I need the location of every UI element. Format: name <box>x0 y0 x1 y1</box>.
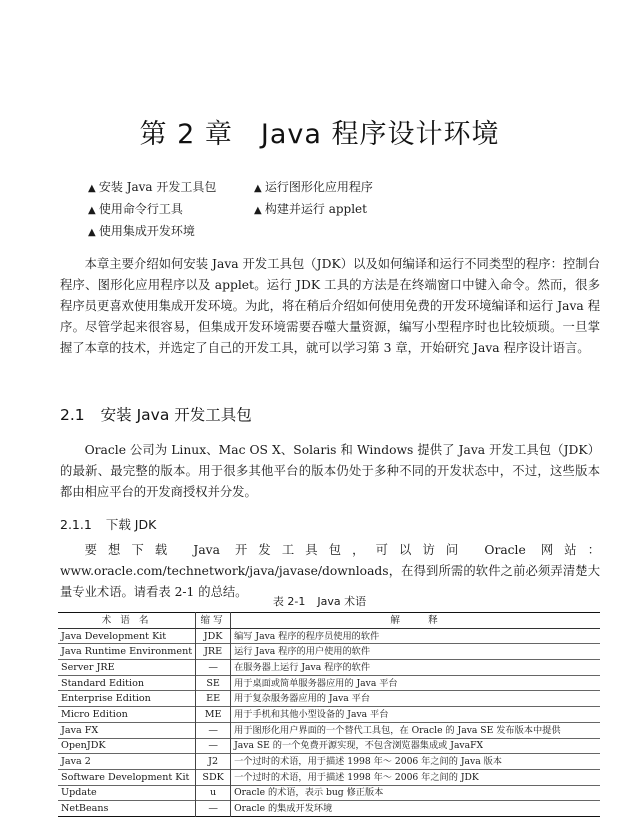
chapter-number: 第 2 章 <box>139 119 233 150</box>
abbr-cell: SE <box>196 675 231 691</box>
term-cell: Java Runtime Environment <box>58 644 196 660</box>
explanation-cell: Java SE 的一个免费开源实现，不包含浏览器集成或 JavaFX <box>231 738 600 754</box>
toc-item: ▲ 使用集成开发环境 <box>88 221 254 243</box>
explanation-cell: 用于复杂服务器应用的 Java 平台 <box>231 691 600 707</box>
header-term: 术 语 名 <box>58 613 196 629</box>
table-row <box>58 707 600 723</box>
toc-item: ▲ 安装 Java 开发工具包 <box>88 177 254 199</box>
subsection-heading <box>60 515 156 533</box>
abbr-cell: J2 <box>196 754 231 770</box>
term-cell: Java Development Kit <box>58 628 196 644</box>
term-cell: Software Development Kit <box>58 769 196 785</box>
header-explanation: 解 释 <box>231 613 600 629</box>
section-paragraph: Oracle 公司为 Linux、Mac OS X、Solaris 和 Windows 提供了 Java 开发工具包（JDK）的最新、最完整的版本。用于很多其他平台的版本仍处于多种不同的开发状态中，不过，这些版本都由相应平台的开发商授权并分发。 <box>60 443 600 499</box>
table-row <box>58 785 600 801</box>
term-cell: Java 2 <box>58 754 196 770</box>
chapter-name: Java 程序设计环境 <box>260 119 500 150</box>
term-cell: Enterprise Edition <box>58 691 196 707</box>
term-cell: Server JRE <box>58 660 196 676</box>
abbr-cell: JRE <box>196 644 231 660</box>
term-cell: Update <box>58 785 196 801</box>
table-row <box>58 644 600 660</box>
abbr-cell: — <box>196 722 231 738</box>
table-row <box>58 691 600 707</box>
abbr-cell: — <box>196 660 231 676</box>
table-number: 表 2-1 <box>272 595 306 608</box>
term-cell: NetBeans <box>58 801 196 817</box>
abbr-cell: — <box>196 738 231 754</box>
abbr-cell: u <box>196 785 231 801</box>
header-abbr: 缩写 <box>196 613 231 629</box>
table-row <box>58 754 600 770</box>
abbr-cell: SDK <box>196 769 231 785</box>
explanation-cell: 用于桌面或简单服务器应用的 Java 平台 <box>231 675 600 691</box>
abbr-cell: ME <box>196 707 231 723</box>
table-row <box>58 738 600 754</box>
subsection-number: 2.1.1 <box>60 517 92 532</box>
explanation-cell: 在服务器上运行 Java 程序的软件 <box>231 660 600 676</box>
abbr-cell: JDK <box>196 628 231 644</box>
section-heading <box>60 403 252 425</box>
explanation-cell: 一个过时的术语，用于描述 1998 年～ 2006 年之间的 Java 版本 <box>231 754 600 770</box>
term-cell: Standard Edition <box>58 675 196 691</box>
table-caption <box>0 593 639 609</box>
section-number: 2.1 <box>60 406 85 424</box>
term-cell: OpenJDK <box>58 738 196 754</box>
table-header-row <box>58 613 600 629</box>
abbr-cell: — <box>196 801 231 817</box>
explanation-cell: Oracle 的术语，表示 bug 修正版本 <box>231 785 600 801</box>
table-row <box>58 675 600 691</box>
table-title: Java 术语 <box>317 595 367 608</box>
term-cell: Micro Edition <box>58 707 196 723</box>
intro-paragraph: 本章主要介绍如何安装 Java 开发工具包（JDK）以及如何编译和运行不同类型的程序：控制台程序、图形化应用程序以及 applet。运行 JDK 工具的方法是在终端窗口中键入命令。然而，很多程序员更喜欢使用集成开发环境。为此，将在稍后介绍如何使用免费的开发环境编译和运行 Java 程序。尽管学起来很容易，但集成开发环境需要吞噬大量资源，编写小型程序时也比较烦琐。一旦掌握了本章的技术，并选定了自己的开发工具，就可以学习第 3 章，开始研究 Java 程序设计语言。 <box>60 257 600 355</box>
chapter-contents <box>88 177 454 243</box>
abbr-cell: EE <box>196 691 231 707</box>
explanation-cell: Oracle 的集成开发环境 <box>231 801 600 817</box>
subsection-title: 下载 JDK <box>105 517 157 532</box>
explanation-cell: 编写 Java 程序的程序员使用的软件 <box>231 628 600 644</box>
term-cell: Java FX <box>58 722 196 738</box>
toc-item: ▲ 构建并运行 applet <box>254 199 454 221</box>
chapter-title <box>0 112 639 151</box>
table-row <box>58 660 600 676</box>
table-row <box>58 801 600 817</box>
table-row <box>58 722 600 738</box>
explanation-cell: 用于手机和其他小型设备的 Java 平台 <box>231 707 600 723</box>
explanation-cell: 一个过时的术语，用于描述 1998 年～ 2006 年之间的 JDK <box>231 769 600 785</box>
subsection-paragraph: 要想下载 Java 开发工具包，可以访问 Oracle 网站：www.oracle.com/technetwork/java/javase/downloads，在得到所需的软件之前必须弄清楚大量专业术语。请看表 2-1 的总结。 <box>60 543 600 599</box>
table-row <box>58 769 600 785</box>
toc-item: ▲ 使用命令行工具 <box>88 199 254 221</box>
explanation-cell: 运行 Java 程序的用户使用的软件 <box>231 644 600 660</box>
terms-table <box>58 612 600 817</box>
section-title: 安装 Java 开发工具包 <box>100 406 252 424</box>
table-row <box>58 628 600 644</box>
toc-item: ▲ 运行图形化应用程序 <box>254 177 454 199</box>
explanation-cell: 用于图形化用户界面的一个替代工具包，在 Oracle 的 Java SE 发布版本中提供 <box>231 722 600 738</box>
